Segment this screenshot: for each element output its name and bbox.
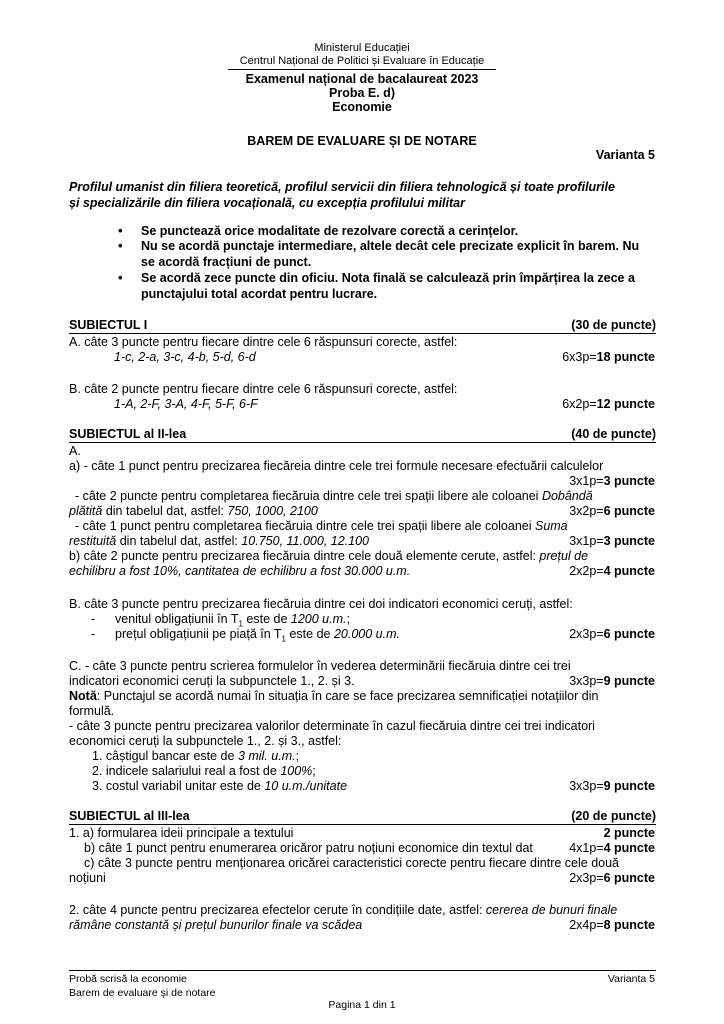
header-rule bbox=[228, 69, 496, 70]
footer-left-2: Barem de evaluare și de notare bbox=[69, 987, 216, 999]
s1-a-answers: 1-c, 2-a, 3-c, 4-b, 5-d, 6-d bbox=[114, 350, 256, 364]
s3-line-4: noțiuni bbox=[69, 871, 106, 885]
s1-a-score: 6x3p=18 puncte bbox=[562, 350, 655, 364]
section-1-title: SUBIECTUL I bbox=[69, 318, 148, 332]
section-1-points: (30 de puncte) bbox=[571, 318, 656, 332]
page-number: Pagina 1 din 1 bbox=[328, 999, 396, 1011]
profile-line-2: și specializările din filiera vocațională, cu excepția profilului militar bbox=[69, 196, 465, 210]
bullet-icon: • bbox=[118, 223, 123, 238]
s3-line-2: b) câte 1 punct pentru enumerarea oricăror patru noțiuni economice din textul dat bbox=[84, 841, 533, 855]
s2-nota-cont: formulă. bbox=[69, 704, 115, 718]
section-1-header bbox=[69, 318, 656, 334]
s1-a-text: A. câte 3 puncte pentru fiecare dintre cele 6 răspunsuri corecte, astfel: bbox=[69, 335, 458, 349]
proba: Proba E. d) bbox=[329, 86, 395, 100]
s2-line-4: b) câte 2 puncte pentru precizarea fiecăruia dintre cele două elemente cerute, astfel: prețul de bbox=[69, 549, 589, 563]
s2-B-item-1: venitul obligațiunii în $T_1$ este de 1200 u.m.; bbox=[115, 612, 350, 629]
s2-C-score: 3x3p=9 puncte bbox=[569, 674, 655, 688]
center-name: Centrul Național de Politici și Evaluare în Educație bbox=[239, 55, 485, 67]
variant: Varianta 5 bbox=[595, 148, 655, 162]
section-2-title: SUBIECTUL al II-lea bbox=[69, 427, 187, 441]
s2-C-item-2: 2. indicele salariului real a fost de 100%; bbox=[92, 764, 316, 778]
bullet-icon: • bbox=[118, 238, 123, 253]
footer-left-1: Probă scrisă la economie bbox=[69, 973, 187, 985]
exam-title: Examenul național de bacalaureat 2023 bbox=[245, 72, 479, 86]
s2-nota: Notă: Punctajul se acordă numai în situația în care se face precizarea semnificației notațiilor din bbox=[69, 689, 599, 703]
s2-line-1-score: 3x1p=3 puncte bbox=[569, 474, 655, 488]
s2-A: A. bbox=[69, 444, 81, 458]
s2-B-item-2: prețul obligațiunii pe piață în $T_1$ este de 20.000 u.m. bbox=[115, 627, 400, 644]
barem-title: BAREM DE EVALUARE ȘI DE NOTARE bbox=[247, 134, 477, 148]
s1-b-score: 6x2p=12 puncte bbox=[562, 397, 655, 411]
rule-2-cont: se acordă fracțiuni de punct. bbox=[141, 255, 312, 269]
s2-C-line-2: indicatori economici ceruți la subpunctele 1., 2. și 3. bbox=[69, 674, 355, 688]
s2-C-line-4: economici ceruți la subpunctele 1., 2. și 3., astfel: bbox=[69, 734, 342, 748]
s2-C-line-3: - câte 3 puncte pentru precizarea valorilor determinate în cazul fiecăruia dintre cei trei indicatori bbox=[69, 719, 595, 733]
s2-line-2-score: 3x2p=6 puncte bbox=[569, 504, 655, 518]
section-3-header bbox=[69, 809, 656, 825]
s3-line-6: rămâne constantă și prețul bunurilor finale va scădea bbox=[69, 918, 363, 932]
rule-3-cont: punctajului total acordat pentru lucrare. bbox=[141, 287, 378, 301]
s2-B-score: 2x3p=6 puncte bbox=[569, 627, 655, 641]
footer-rule bbox=[69, 970, 656, 971]
footer-variant: Varianta 5 bbox=[607, 973, 655, 985]
s3-line-5: 2. câte 4 puncte pentru precizarea efectelor cerute în condițiile date, astfel: cererea de bunuri finale bbox=[69, 903, 618, 917]
s2-line-4-cont: echilibru a fost 10%, cantitatea de echilibru a fost 30.000 u.m. bbox=[69, 564, 411, 578]
section-3-points: (20 de puncte) bbox=[571, 809, 656, 823]
section-2-points: (40 de puncte) bbox=[571, 427, 656, 441]
s2-line-2-cont: plătită din tabelul dat, astfel: 750, 1000, 2100 bbox=[69, 504, 318, 518]
profile-line-1: Profilul umanist din filiera teoretică, profilul servicii din filiera tehnologică și toate profilurile bbox=[69, 180, 615, 194]
s2-line-3-cont: restituită din tabelul dat, astfel: 10.750, 11.000, 12.100 bbox=[69, 534, 370, 548]
s3-line-2-score: 4x1p=4 puncte bbox=[569, 841, 655, 855]
bullet-icon: • bbox=[118, 270, 123, 285]
s2-line-3-score: 3x1p=3 puncte bbox=[569, 534, 655, 548]
dash-icon: - bbox=[91, 627, 96, 641]
s2-line-3: - câte 1 punct pentru completarea fiecăruia dintre cele trei spații libere ale coloanei Suma bbox=[75, 519, 568, 533]
subject: Economie bbox=[332, 100, 392, 114]
s2-C2-score: 3x3p=9 puncte bbox=[569, 779, 655, 793]
s3-line-3: c) câte 3 puncte pentru menționarea oricărei caracteristici corecte pentru fiecare dintre cele două bbox=[84, 856, 620, 870]
dash-icon: - bbox=[91, 612, 96, 626]
s2-C-line-1: C. - câte 3 puncte pentru scrierea formulelor în vederea determinării fiecăruia dintre cei trei bbox=[69, 659, 571, 673]
s2-line-1: a) - câte 1 punct pentru precizarea fiecăreia dintre cele trei formule necesare efectuării calculelor bbox=[69, 459, 604, 473]
section-3-title: SUBIECTUL al III-lea bbox=[69, 809, 190, 823]
rule-2: Nu se acordă punctaje intermediare, altele decât cele precizate explicit în barem. Nu bbox=[141, 239, 640, 253]
s1-b-answers: 1-A, 2-F, 3-A, 4-F, 5-F, 6-F bbox=[114, 397, 258, 411]
s3-line-1: 1. a) formularea ideii principale a textului bbox=[69, 826, 294, 840]
rule-1: Se punctează orice modalitate de rezolvare corectă a cerințelor. bbox=[141, 224, 519, 238]
s2-B-text: B. câte 3 puncte pentru precizarea fiecăruia dintre cei doi indicatori economici ceruți, astfel: bbox=[69, 597, 573, 611]
s3-line-4-score: 2x3p=6 puncte bbox=[569, 871, 655, 885]
section-2-header bbox=[69, 427, 656, 443]
s2-C-item-3: 3. costul variabil unitar este de 10 u.m./unitate bbox=[92, 779, 348, 793]
s2-line-4-score: 2x2p=4 puncte bbox=[569, 564, 655, 578]
rule-3: Se acordă zece puncte din oficiu. Nota finală se calculează prin împărțirea la zece a bbox=[141, 271, 635, 285]
s3-line-1-score: 2 puncte bbox=[603, 826, 655, 840]
s2-C-item-1: 1. câștigul bancar este de 3 mil. u.m.; bbox=[92, 749, 300, 763]
s3-line-6-score: 2x4p=8 puncte bbox=[569, 918, 655, 932]
ministry: Ministerul Educației bbox=[314, 42, 410, 54]
s1-b-text: B. câte 2 puncte pentru fiecare dintre cele 6 răspunsuri corecte, astfel: bbox=[69, 382, 458, 396]
s2-line-2: - câte 2 puncte pentru completarea fiecăruia dintre cele trei spații libere ale coloanei Dobândă bbox=[75, 489, 593, 503]
